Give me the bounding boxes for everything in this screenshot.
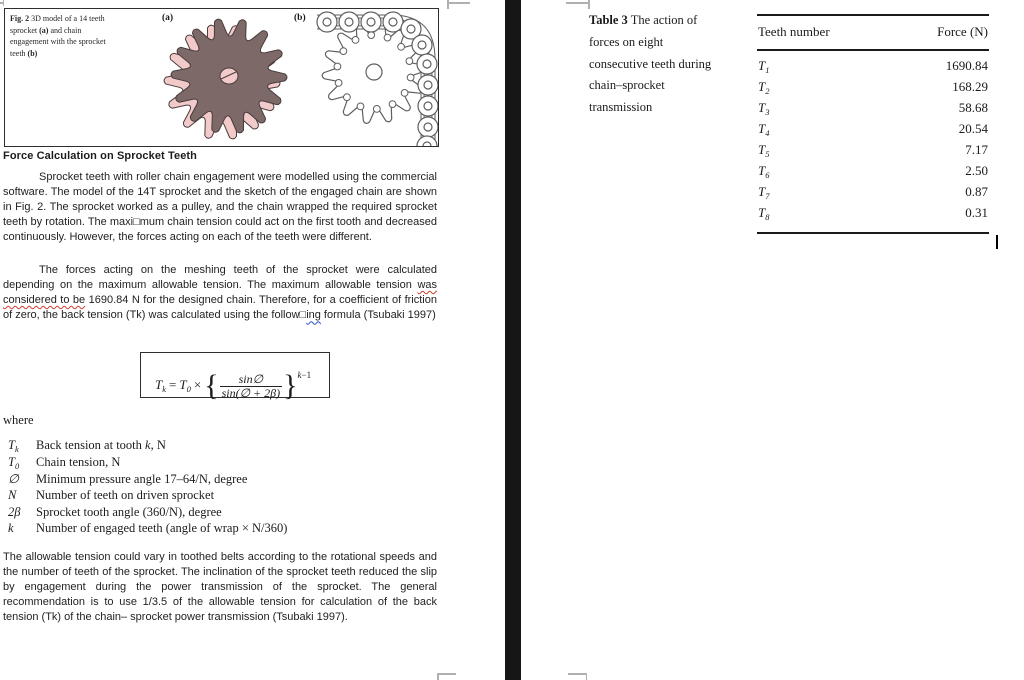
definition-row — [8, 488, 287, 505]
left-brace: { — [204, 369, 219, 403]
text-cursor — [996, 235, 998, 249]
column-header-force: Force (N) — [937, 24, 988, 39]
definition-desc: Number of teeth on driven sprocket — [36, 488, 215, 503]
force-value-cell: 1690.84 — [945, 58, 988, 73]
definition-row — [8, 455, 287, 472]
paragraph-2: The forces acting on the meshing teeth of the sprocket were calculated depending on the maximum allowable tension. The maximum allowable tension was considered to be 1690.84 N for the designed chain. Therefore, for a coefficient of friction of zero, the back tension (Tk) was calculated using the follow□ing formula (Tsubaki 1997) — [3, 264, 437, 322]
formula-exponent: k — [297, 370, 302, 380]
teeth-number-cell: $T_8$ — [758, 205, 770, 222]
margin-corner-mark — [447, 2, 470, 4]
table-header-row — [757, 24, 989, 42]
definition-desc: Sprocket tooth angle (360/N), degree — [36, 504, 222, 519]
table-row — [757, 58, 989, 76]
force-value-cell: 168.29 — [952, 79, 988, 94]
definition-symbol: N — [8, 488, 17, 503]
teeth-number-cell: $T_1$ — [758, 58, 770, 75]
table-row — [757, 100, 989, 118]
definition-symbol: ∅ — [8, 472, 19, 487]
grammar-flagged-text: was considered to be — [3, 279, 437, 307]
table-rule-bottom — [757, 232, 989, 234]
table-row — [757, 184, 989, 202]
definition-desc: Back tension at tooth k, N — [36, 438, 166, 452]
margin-corner-mark — [3, 0, 5, 6]
definition-symbol: $T_k$ — [8, 438, 19, 454]
table-rule-top — [757, 14, 989, 16]
column-header-teeth: Teeth number — [758, 24, 830, 39]
definition-symbol: k — [8, 521, 14, 536]
teeth-number-cell: $T_3$ — [758, 100, 770, 117]
table-row — [757, 79, 989, 97]
figure-panel-label-a: (a) — [162, 13, 174, 23]
definition-symbol: 2β — [8, 504, 21, 519]
where-label: where — [3, 413, 34, 427]
figure-2-box — [4, 8, 439, 147]
table-row — [757, 205, 989, 223]
definition-desc: Chain tension, N — [36, 454, 121, 469]
formula-box: $T_k = T_0$ × { $\frac{\sin\emptyset}{\sin(\emptyset + 2\beta)}$ }$^{k-1}$ — [140, 352, 330, 398]
force-value-cell: 58.68 — [958, 100, 988, 115]
margin-corner-mark — [437, 673, 439, 680]
table-caption: Table 3 The action of forces on eight consecutive teeth during chain–sprocket transmission — [589, 13, 712, 115]
figure-panel-label-b: (b) — [294, 13, 306, 23]
definition-desc: Number of engaged teeth (angle of wrap × N/360) — [36, 521, 288, 536]
margin-corner-mark — [437, 673, 456, 675]
table-row — [757, 142, 989, 160]
paragraph-1: Sprocket teeth with roller chain engagement were modelled using the commercial software. The model of the 14T sprocket and the sketch of the engaged chain are shown in Fig. 2. The sprocket worked as a pulley, and the chain wrapped the required sprocket teeth by rotation. The maxi□mum chain tension could act on the first tooth and decreased continuously. However, the forces acting on each of the teeth were different. — [3, 171, 437, 244]
figure-caption-number: Fig. 2 — [10, 14, 30, 23]
table-rule-mid — [757, 49, 989, 51]
margin-corner-mark — [568, 673, 587, 675]
margin-corner-mark — [586, 673, 588, 680]
figure-caption: Fig. 2 3D model of a 14 teeth sprocket (a) and chain engagement with the sprocket teeth (b) — [10, 14, 106, 58]
table-caption-number: Table 3 — [589, 13, 628, 27]
table-row — [757, 121, 989, 139]
definition-row — [8, 438, 287, 455]
right-brace: } — [283, 369, 298, 403]
force-value-cell: 7.17 — [965, 142, 988, 157]
force-value-cell: 2.50 — [965, 163, 988, 178]
definitions-list — [8, 438, 287, 538]
teeth-number-cell: $T_7$ — [758, 184, 770, 201]
spelling-flagged-text: ing — [306, 309, 321, 322]
teeth-number-cell: $T_4$ — [758, 121, 770, 138]
paragraph-3: The allowable tension could vary in toothed belts according to the rotational speeds and the number of teeth of the sprocket. The inclination of the sprocket teeth reduced the slip by engagement during the power transmission of the sprocket. The general recommendation is to use 1/3.5 of the allowable tension for calculation of the back tension (Tk) of the chain– sprocket power transmission (Tsubaki 1997). — [3, 551, 437, 624]
formula-fraction: $\frac{\sin\emptyset}{\sin(\emptyset + 2\beta)}$ — [221, 371, 281, 400]
force-value-cell: 20.54 — [958, 121, 988, 136]
force-value-cell: 0.87 — [965, 184, 988, 199]
document-page-left[interactable] — [0, 0, 505, 680]
definition-row — [8, 471, 287, 488]
definition-symbol: $T_0$ — [8, 454, 20, 471]
page-gap-divider — [505, 0, 521, 680]
table-row — [757, 163, 989, 181]
margin-corner-mark — [588, 0, 590, 9]
document-page-right[interactable] — [521, 0, 1024, 680]
teeth-number-cell: $T_5$ — [758, 142, 770, 159]
force-value-cell: 0.31 — [965, 205, 988, 220]
teeth-number-cell: $T_6$ — [758, 163, 770, 180]
margin-corner-mark — [566, 2, 589, 4]
definition-desc: Minimum pressure angle 17–64/N, degree — [36, 472, 248, 487]
definition-row — [8, 505, 287, 522]
section-heading: Force Calculation on Sprocket Teeth — [3, 150, 197, 162]
teeth-number-cell: $T_2$ — [758, 79, 770, 96]
definition-row — [8, 521, 287, 538]
